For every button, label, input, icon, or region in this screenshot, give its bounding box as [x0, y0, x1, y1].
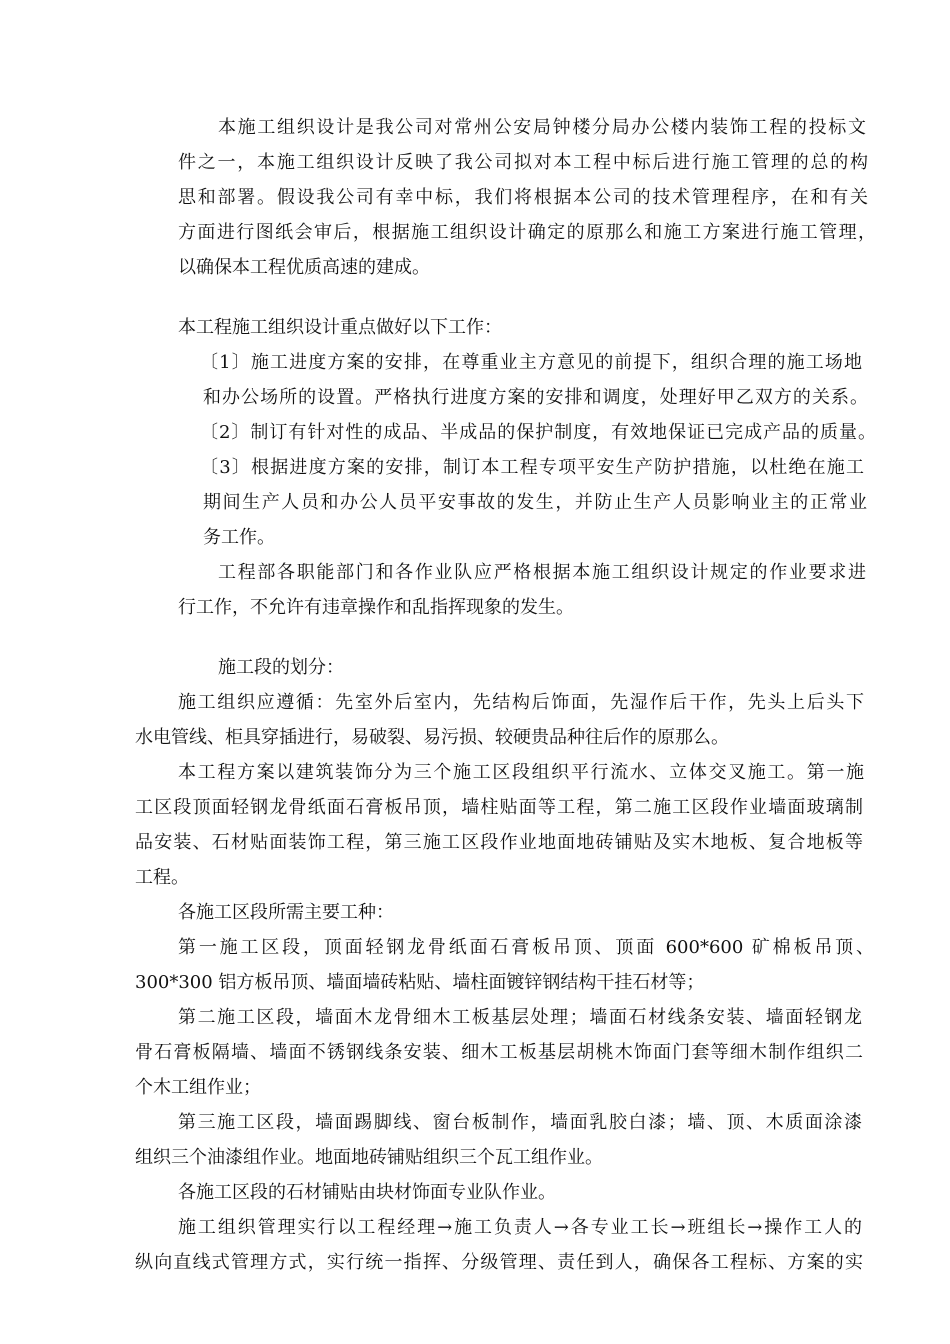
section-heading: 本工程施工组织设计重点做好以下工作：	[178, 317, 502, 338]
paragraph-line: 纵向直线式管理方式，实行统一指挥、分级管理、责任到人，确保各工程标、方案的实	[135, 1252, 863, 1273]
paragraph-line: 件之一，本施工组织设计反映了我公司拟对本工程中标后进行施工管理的总的构	[178, 152, 868, 173]
paragraph-line: 组织三个油漆组作业。地面地砖铺贴组织三个瓦工组作业。	[135, 1147, 603, 1168]
list-item: 〔1〕施工进度方案的安排，在尊重业主方意见的前提下，组织合理的施工场地	[200, 352, 862, 373]
paragraph-line: 方面进行图纸会审后，根据施工组织设计确定的原那么和施工方案进行施工管理，	[178, 222, 876, 243]
paragraph-line: 水电管线、柜具穿插进行，易破裂、易污损、较硬贵品种往后作的原那么。	[135, 727, 729, 748]
paragraph-line: 第二施工区段，墙面木龙骨细木工板基层处理；墙面石材线条安装、墙面轻钢龙	[178, 1007, 862, 1028]
list-item: 期间生产人员和办公人员平安事故的发生，并防止生产人员影响业主的正常业	[203, 492, 867, 513]
paragraph-line: 工程。	[135, 867, 189, 888]
paragraph-line: 300*300 铝方板吊顶、墙面墙砖粘贴、墙柱面镀锌钢结构干挂石材等；	[135, 972, 705, 993]
list-item: 〔2〕制订有针对性的成品、半成品的保护制度，有效地保证已完成产品的质量。	[200, 422, 876, 443]
paragraph-line: 思和部署。假设我公司有幸中标，我们将根据本公司的技术管理程序，在和有关	[178, 187, 868, 208]
paragraph-line: 工程部各职能部门和各作业队应严格根据本施工组织设计规定的作业要求进	[218, 562, 866, 583]
paragraph-line: 施工组织应遵循：先室外后室内，先结构后饰面，先湿作后干作，先头上后头下	[178, 692, 864, 713]
paragraph-line: 第一施工区段，顶面轻钢龙骨纸面石膏板吊顶、顶面 600*600 矿棉板吊顶、	[178, 937, 874, 958]
list-item: 〔3〕根据进度方案的安排，制订本工程专项平安生产防护措施，以杜绝在施工	[200, 457, 864, 478]
paragraph-line: 个木工组作业；	[135, 1077, 261, 1098]
paragraph-line: 工区段顶面轻钢龙骨纸面石膏板吊顶，墙柱贴面等工程，第二施工区段作业墙面玻璃制	[135, 797, 863, 818]
section-heading: 施工段的划分：	[218, 657, 344, 678]
paragraph-line: 施工组织管理实行以工程经理→施工负责人→各专业工长→班组长→操作工人的	[178, 1217, 862, 1238]
paragraph-line: 骨石膏板隔墙、墙面不锈钢线条安装、细木工板基层胡桃木饰面门套等细木制作组织二	[135, 1042, 863, 1063]
paragraph-line: 行工作，不允许有违章操作和乱指挥现象的发生。	[178, 597, 574, 618]
paragraph-line: 品安装、石材贴面装饰工程，第三施工区段作业地面地砖铺贴及实木地板、复合地板等	[135, 832, 863, 853]
paragraph-line: 第三施工区段，墙面踢脚线、窗台板制作，墙面乳胶白漆；墙、顶、木质面涂漆	[178, 1112, 862, 1133]
list-item: 和办公场所的设置。严格执行进度方案的安排和调度，处理好甲乙双方的关系。	[203, 387, 868, 408]
list-item: 务工作。	[203, 527, 275, 548]
paragraph-line: 以确保本工程优质高速的建成。	[178, 257, 430, 278]
paragraph-line: 各施工区段所需主要工种：	[178, 902, 394, 923]
paragraph-line: 本施工组织设计是我公司对常州公安局钟楼分局办公楼内装饰工程的投标文	[218, 117, 866, 138]
paragraph-line: 各施工区段的石材铺贴由块材饰面专业队作业。	[178, 1182, 556, 1203]
paragraph-line: 本工程方案以建筑装饰分为三个施工区段组织平行流水、立体交叉施工。第一施	[178, 762, 864, 783]
